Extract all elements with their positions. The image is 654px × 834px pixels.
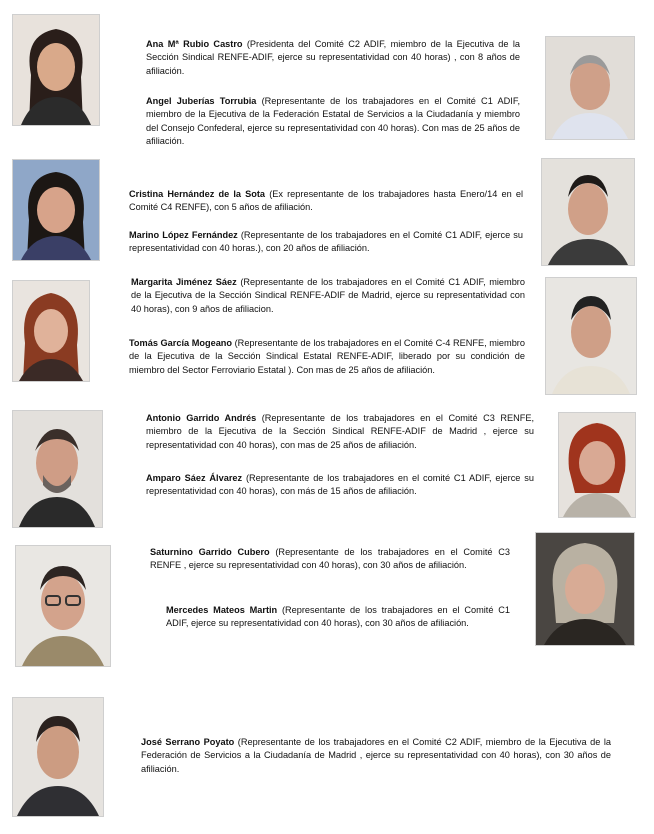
photo-ana-rubio-castro — [12, 14, 100, 126]
member-description: (Presidenta del Comité C2 ADIF, miembro de la Ejecutiva de la Sección Sindical RENFE-ADIF, ejerce su representatividad con 40 horas) , con 8 años de afiliación. — [146, 39, 520, 76]
member-name: Saturnino Garrido Cubero — [150, 547, 270, 557]
bio-cristina-hernandez-de-la-sota — [129, 188, 523, 215]
bio-marino-lopez-fernandez — [129, 229, 523, 256]
member-description: (Representante de los trabajadores en el Comité C1 ADIF, miembro de la Ejecutiva de la Federación Estatal de Servicios a la Ciudadanía y miembro del Consejo Confederal, ejerce su representatividad con 40 horas). Con mas de 25 años de afiliación. — [146, 96, 520, 147]
photo-amparo-saez-alvarez — [558, 412, 636, 518]
member-name: Antonio Garrido Andrés — [146, 413, 257, 423]
bio-jose-serrano-poyato — [141, 736, 611, 776]
bio-antonio-garrido-andres — [146, 412, 534, 452]
member-name: Amparo Sáez Álvarez — [146, 473, 243, 483]
bio-saturnino-garrido-cubero — [150, 546, 510, 573]
bio-amparo-saez-alvarez — [146, 472, 534, 499]
photo-jose-serrano-poyato — [12, 697, 104, 817]
photo-angel-juberias-torrubia — [545, 36, 635, 140]
member-description: (Representante de los trabajadores en el Comité C1 ADIF, ejerce su representatividad con 40 horas), con 30 años de afiliación. — [166, 605, 510, 629]
photo-tomas-garcia-mogeano — [545, 277, 637, 395]
member-description: (Representante de los trabajadores en el Comité C-4 RENFE, miembro de la Ejecutiva de la Sección Sindical Estatal RENFE-ADIF, liberado por su condición de miembro del Sector Ferroviario Estatal ). Con mas de 25 años de afiliación. — [129, 338, 525, 375]
member-name: José Serrano Poyato — [141, 737, 235, 747]
photo-margarita-jimenez-saez — [12, 280, 90, 382]
photo-saturnino-garrido-cubero — [15, 545, 111, 667]
member-name: Tomás García Mogeano — [129, 338, 233, 348]
photo-antonio-garrido-andres — [12, 410, 103, 528]
member-description: (Representante de los trabajadores en el Comité C3 RENFE, miembro de la Ejecutiva de la Sección Sindical RENFE-ADIF de Madrid , ejerce su representatividad con 40 horas), con mas de 25 años de afiliación. — [146, 413, 535, 450]
member-name: Margarita Jiménez Sáez — [131, 277, 237, 287]
member-description: (Representante de los trabajadores en el Comité C3 RENFE , ejerce su representatividad con 40 horas), con 30 años de afiliación. — [150, 547, 510, 571]
bio-ana-rubio-castro — [146, 38, 520, 78]
member-name: Cristina Hernández de la Sota — [129, 189, 266, 199]
member-name: Marino López Fernández — [129, 230, 238, 240]
photo-marino-lopez-fernandez — [541, 158, 635, 266]
member-description: (Representante de los trabajadores en el Comité C1 ADIF, miembro de la Ejecutiva de la Sección Sindical RENFE-ADIF de Madrid, ejerce su representatividad con 40 horas), con 9 años de afiliacion. — [131, 277, 525, 314]
member-description: (Ex representante de los trabajadores hasta Enero/14 en el Comité C4 RENFE), con 5 años de afiliación. — [129, 189, 523, 213]
member-description: (Representante de los trabajadores en el Comité C2 ADIF, miembro de la Ejecutiva de la Federación de Servicios a la Ciudadanía de Madrid , ejerce su representatividad con 40 horas), con 30 años de afiliación. — [141, 737, 611, 774]
member-name: Ana Mª Rubio Castro — [146, 39, 243, 49]
bio-margarita-jimenez-saez — [131, 276, 525, 316]
bio-tomas-garcia-mogeano — [129, 337, 525, 377]
member-description: (Representante de los trabajadores en el Comité C1 ADIF, ejerce su representatividad con 40 horas.), con 20 años de afiliación. — [129, 230, 523, 254]
member-name: Angel Juberías Torrubia — [146, 96, 257, 106]
bio-mercedes-mateos-martin — [166, 604, 510, 631]
photo-cristina-hernandez-de-la-sota — [12, 159, 100, 261]
photo-mercedes-mateos-martin — [535, 532, 635, 646]
member-description: (Representante de los trabajadores en el comité C1 ADIF, ejerce su representatividad con 40 horas), con más de 15 años de afiliación. — [146, 473, 534, 497]
bio-angel-juberias-torrubia — [146, 95, 520, 149]
member-name: Mercedes Mateos Martin — [166, 605, 278, 615]
